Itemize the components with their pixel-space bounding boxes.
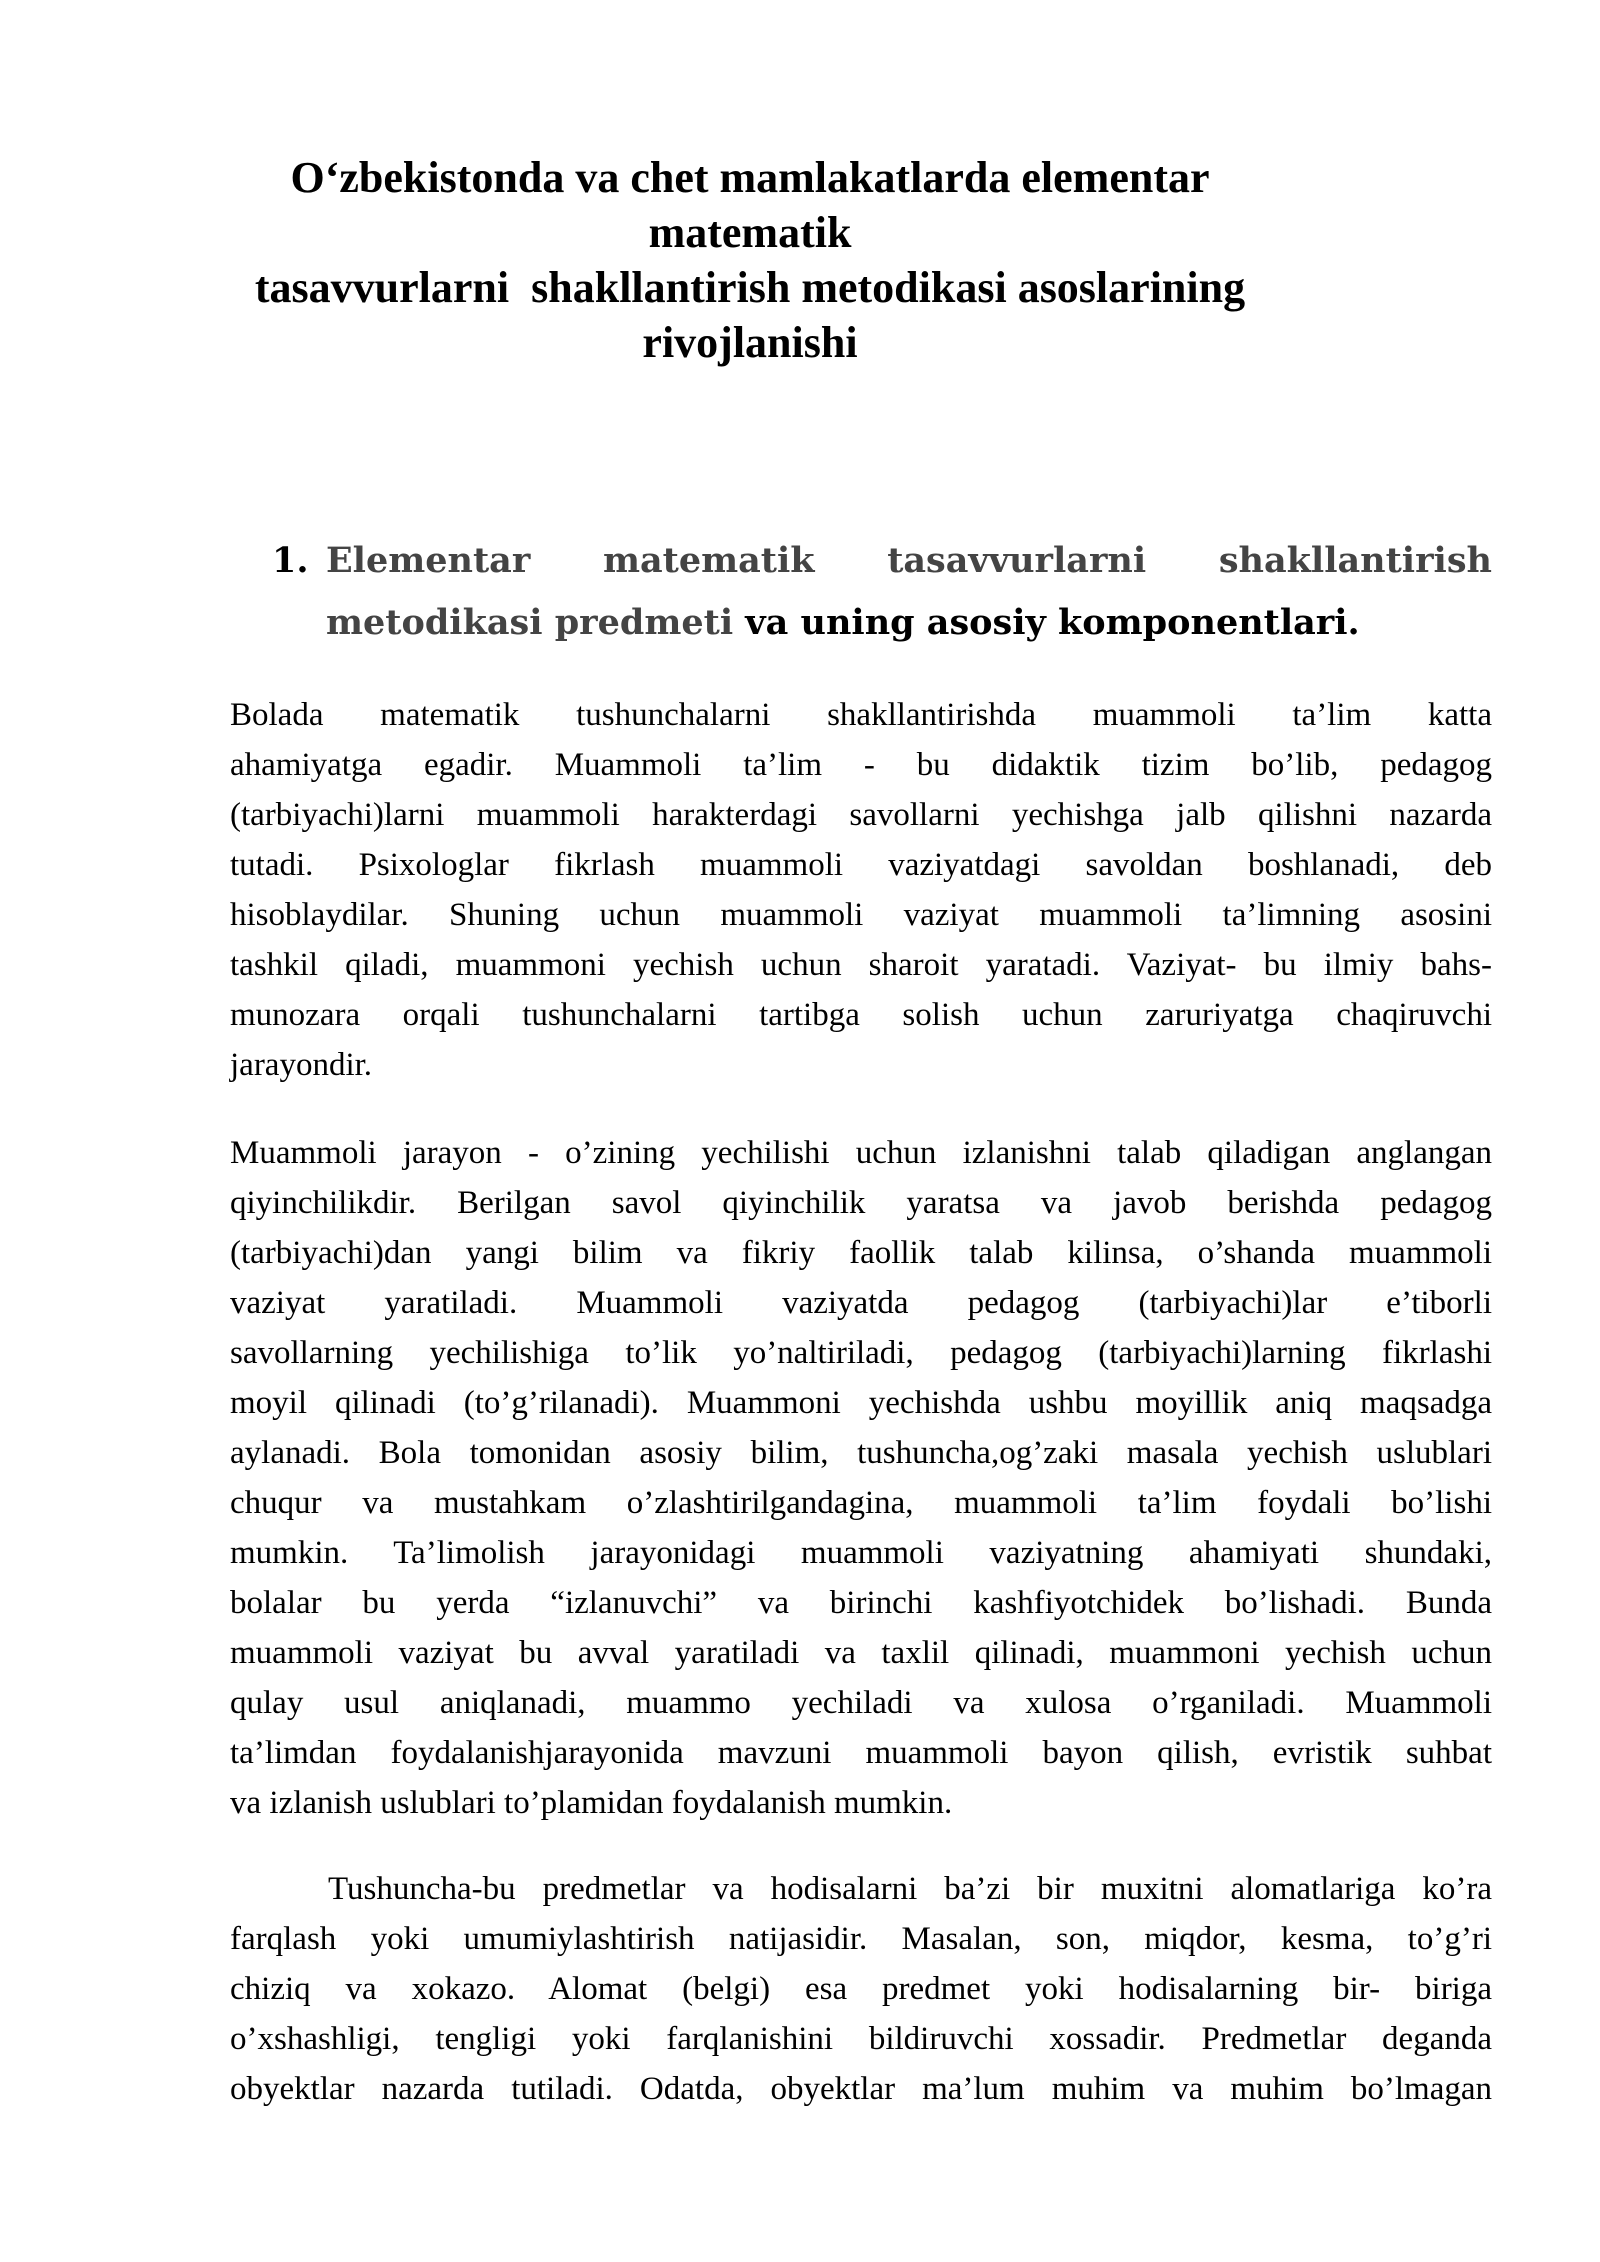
text-line: (tarbiyachi)dan yangi bilim va fikriy faollik talab kilinsa, o’shanda muammoli (230, 1235, 1492, 1271)
text-line: ta’limdan foydalanishjarayonida mavzuni muammoli bayon qilish, evristik suhbat (230, 1735, 1492, 1771)
paragraph (230, 1864, 1492, 2114)
text-line: qulay usul aniqlanadi, muammo yechiladi va xulosa o’rganiladi. Muammoli (230, 1685, 1492, 1721)
heading-word: shakllantirish (1218, 540, 1492, 581)
text-line: chiziq va xokazo. Alomat (belgi) esa predmet yoki hodisalarning bir- biriga (230, 1971, 1492, 2007)
text-line: bolalar bu yerda “izlanuvchi” va birinchi kashfiyotchidek bo’lishadi. Bunda (230, 1585, 1492, 1621)
text-line: tutadi. Psixologlar fikrlash muammoli vaziyatdagi savoldan boshlanadi, deb (230, 847, 1492, 883)
section-number: 1. (272, 540, 309, 581)
section-heading-text (326, 530, 1492, 654)
text-line: (tarbiyachi)larni muammoli harakterdagi savollarni yechishga jalb qilishni nazarda (230, 797, 1492, 833)
text-line: obyektlar nazarda tutiladi. Odatda, obyektlar ma’lum muhim va muhim bo’lmagan (230, 2071, 1492, 2107)
heading-word: Elementar (326, 540, 531, 581)
text-line: mumkin. Ta’limolish jarayonidagi muammoli vaziyatning ahamiyati shundaki, (230, 1535, 1492, 1571)
paragraph (230, 1128, 1492, 1828)
text-line: chuqur va mustahkam o’zlashtirilgandagina, muammoli ta’lim foydali bo’lishi (230, 1485, 1492, 1521)
title-line: tasavvurlarni shakllantirish metodikasi asoslarining (254, 263, 1246, 312)
text-line: Bolada matematik tushunchalarni shakllantirishda muammoli ta’lim katta (230, 697, 1492, 733)
section-heading-line (326, 530, 1492, 592)
text-line: moyil qilinadi (to’g’rilanadi). Muammoni yechishda ushbu moyillik aniq maqsadga (230, 1385, 1492, 1421)
text-line: va izlanish uslublari to’plamidan foydalanish mumkin. (230, 1785, 953, 1821)
text-line: hisoblaydilar. Shuning uchun muammoli vaziyat muammoli ta’limning asosini (230, 897, 1492, 933)
text-line: farqlash yoki umumiylashtirish natijasidir. Masalan, son, miqdor, kesma, to’g’ri (230, 1921, 1492, 1957)
heading-word: tasavvurlarni (887, 540, 1147, 581)
text-line: Tushuncha-bu predmetlar va hodisalarni ba’zi bir muxitni alomatlariga ko’ra (328, 1871, 1492, 1907)
heading-word: matematik (602, 540, 815, 581)
text-line: muammoli vaziyat bu avval yaratiladi va taxlil qilinadi, muammoni yechish uchun (230, 1635, 1492, 1671)
heading-grey-text: metodikasi predmeti (326, 602, 734, 643)
text-line: tashkil qiladi, muammoni yechish uchun sharoit yaratadi. Vaziyat- bu ilmiy bahs- (230, 947, 1492, 983)
text-line: o’xshashligi, tengligi yoki farqlanishini bildiruvchi xossadir. Predmetlar deganda (230, 2021, 1492, 2057)
title-line: rivojlanishi (642, 318, 858, 367)
text-line: vaziyat yaratiladi. Muammoli vaziyatda pedagog (tarbiyachi)lar e’tiborli (230, 1285, 1492, 1321)
text-line: munozara orqali tushunchalarni tartibga solish uchun zaruriyatga chaqiruvchi (230, 997, 1492, 1033)
text-line: jarayondir. (230, 1047, 373, 1083)
section-heading-line (326, 592, 1492, 654)
title-line: O‘zbekistonda va chet mamlakatlarda elementar matematik (290, 153, 1210, 257)
text-line: ahamiyatga egadir. Muammoli ta’lim - bu didaktik tizim bo’lib, pedagog (230, 747, 1492, 783)
text-line: Muammoli jarayon - o’zining yechilishi uchun izlanishni talab qiladigan anglangan (230, 1135, 1492, 1171)
section-heading (272, 530, 1492, 654)
text-line: savollarning yechilishiga to’lik yo’naltiriladi, pedagog (tarbiyachi)larning fikrlashi (230, 1335, 1492, 1371)
text-line: qiyinchilikdir. Berilgan savol qiyinchilik yaratsa va javob berishda pedagog (230, 1185, 1492, 1221)
paragraph (230, 690, 1492, 1090)
document-title (200, 150, 1300, 370)
text-line: aylanadi. Bola tomonidan asosiy bilim, tushuncha,og’zaki masala yechish uslublari (230, 1435, 1492, 1471)
heading-black-text: va uning asosiy komponentlari. (733, 602, 1360, 643)
